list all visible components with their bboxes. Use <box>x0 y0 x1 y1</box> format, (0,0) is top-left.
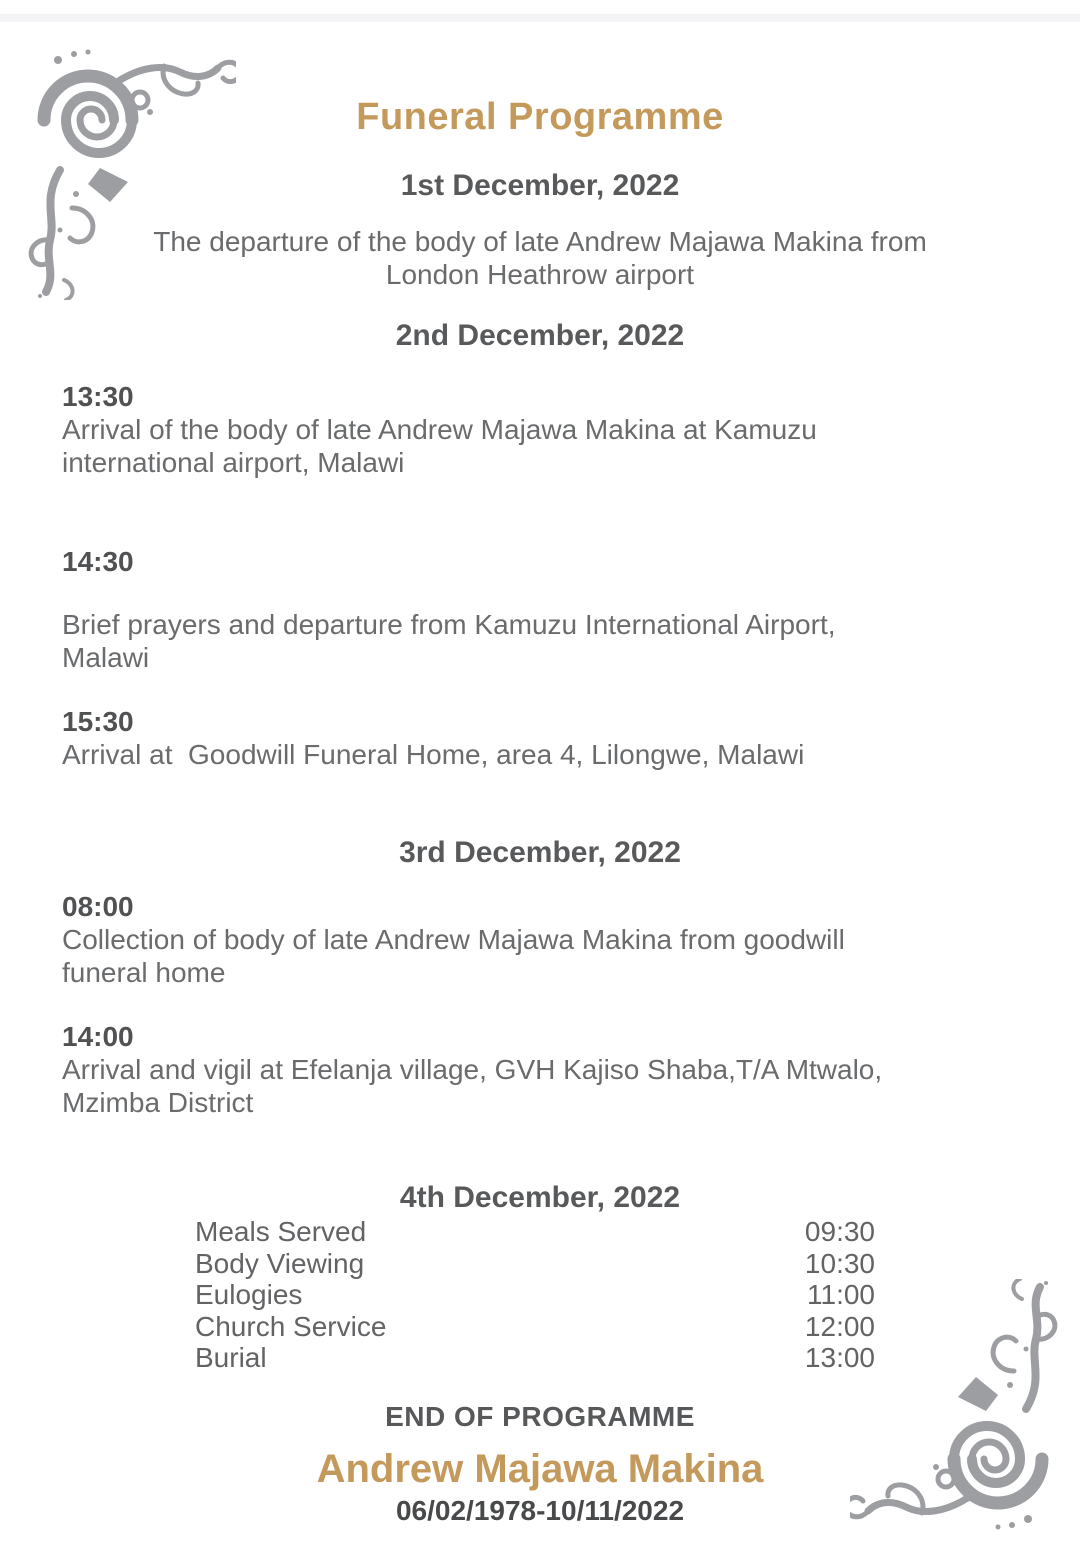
day-heading-2nd-december: 2nd December, 2022 <box>395 319 685 352</box>
event-time: 13:30 <box>62 381 134 412</box>
event-1330 <box>62 380 1018 479</box>
event-description: Arrival of the body of late Andrew Majawa Makina at Kamuzu international airport, Malawi <box>62 414 825 478</box>
schedule-row-church-service <box>195 1311 875 1343</box>
schedule-row-body-viewing <box>195 1248 875 1280</box>
event-0800 <box>62 890 1018 989</box>
schedule-time: 12:00 <box>804 1310 875 1342</box>
day-heading-4th-december: 4th December, 2022 <box>399 1181 681 1214</box>
schedule-row-burial <box>195 1342 875 1374</box>
schedule-label: Body Viewing <box>195 1247 365 1279</box>
schedule-label: Burial <box>195 1342 267 1373</box>
deceased-name: Andrew Majawa Makina <box>316 1446 764 1491</box>
day-1-description: The departure of the body of late Andrew Majawa Makina from London Heathrow airport <box>153 226 935 290</box>
day-heading-1st-december: 1st December, 2022 <box>400 169 680 202</box>
schedule-row-meals-served <box>195 1216 875 1248</box>
event-time: 14:00 <box>62 1021 134 1052</box>
schedule-row-eulogies <box>195 1279 875 1311</box>
schedule-time: 13:00 <box>804 1342 875 1373</box>
event-description: Arrival at Goodwill Funeral Home, area 4, Lilongwe, Malawi <box>62 739 805 770</box>
event-time: 15:30 <box>62 706 134 737</box>
schedule-label: Meals Served <box>195 1216 367 1247</box>
day-4-schedule <box>195 1216 875 1374</box>
event-1430 <box>62 545 1018 674</box>
end-of-programme-text: END OF PROGRAMME <box>385 1400 695 1432</box>
schedule-label: Church Service <box>195 1310 387 1342</box>
schedule-time: 10:30 <box>804 1247 875 1279</box>
day-heading-3rd-december: 3rd December, 2022 <box>399 836 681 869</box>
event-1530 <box>62 705 1018 771</box>
event-description: Collection of body of late Andrew Majawa Makina from goodwill funeral home <box>62 924 853 988</box>
event-1400 <box>62 1020 1018 1119</box>
page-title: Funeral Programme <box>356 96 724 138</box>
event-time: 14:30 <box>62 546 134 577</box>
event-description: Arrival and vigil at Efelanja village, GVH Kajiso Shaba,T/A Mtwalo, Mzimba District <box>62 1054 890 1118</box>
schedule-time: 09:30 <box>804 1216 875 1247</box>
event-time: 08:00 <box>62 891 134 922</box>
schedule-label: Eulogies <box>195 1279 303 1310</box>
event-description: Brief prayers and departure from Kamuzu International Airport, Malawi <box>62 609 844 673</box>
life-dates: 06/02/1978-10/11/2022 <box>395 1494 685 1526</box>
schedule-time: 11:00 <box>807 1279 875 1310</box>
